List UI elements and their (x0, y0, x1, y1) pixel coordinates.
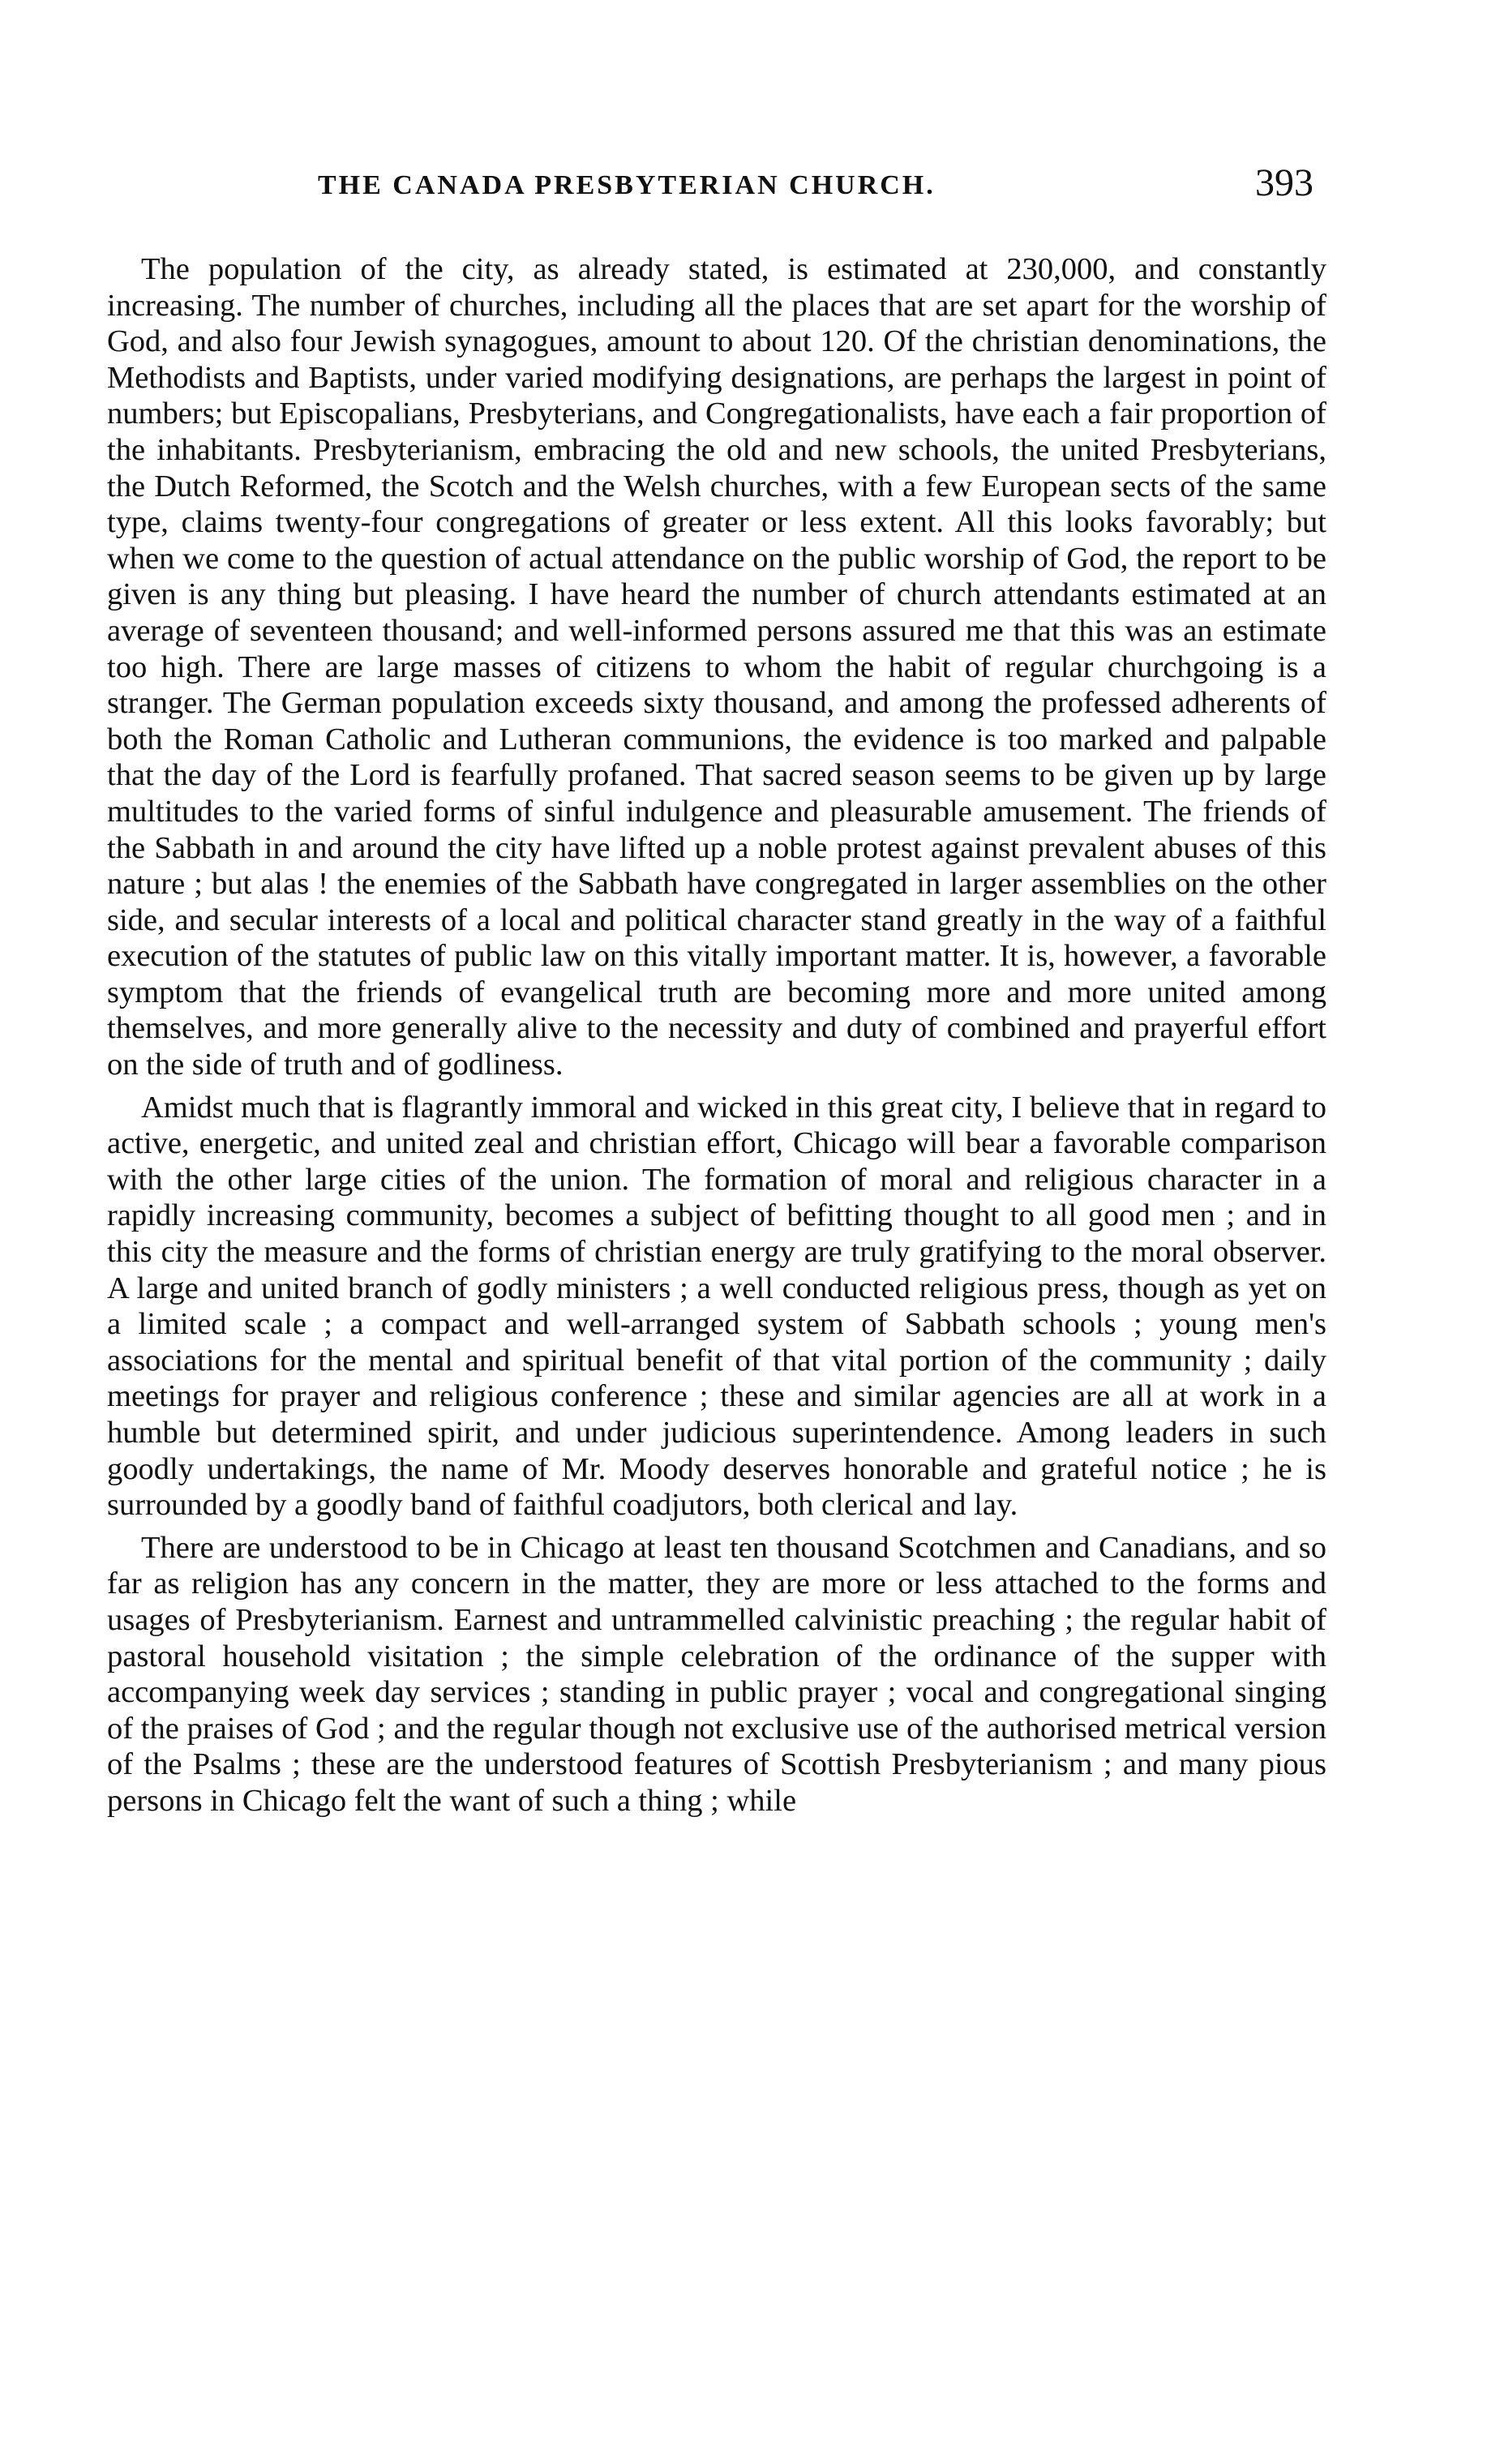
body-text (107, 251, 1326, 1819)
paragraph: There are understood to be in Chicago at least ten thousand Scotchmen and Canadians, and so far as religion has any concern in the matter, they are more or less attached to the forms and usages of Presbyterianism. Earnest and untrammelled calvinistic preaching ; the regular habit of pastoral household visitation ; the simple celebration of the ordinance of the supper with accompanying week day services ; standing in public prayer ; vocal and congregational singing of the praises of God ; and the regular though not exclusive use of the authorised metrical version of the Psalms ; these are the understood features of Scottish Presbyterianism ; and many pious persons in Chicago felt the want of such a thing ; while (107, 1530, 1326, 1818)
paragraph: The population of the city, as already stated, is estimated at 230,000, and constantly increasing. The number of churches, including all the places that are set apart for the worship of God, and also four Jewish synagogues, amount to about 120. Of the christian denominations, the Methodists and Baptists, under varied modifying designations, are perhaps the largest in point of numbers; but Episcopalians, Presbyterians, and Congregationalists, have each a fair proportion of the inhabitants. Presbyterianism, embracing the old and new schools, the united Presbyterians, the Dutch Reformed, the Scotch and the Welsh churches, with a few European sects of the same type, claims twenty-four congregations of greater or less extent. All this looks favorably; but when we come to the question of actual attendance on the public worship of God, the report to be given is any thing but pleasing. I have heard the number of church attendants estimated at an average of seventeen thousand; and well-informed persons assured me that this was an estimate too high. There are large masses of citizens to whom the habit of regular churchgoing is a stranger. The German population exceeds sixty thousand, and among the professed adherents of both the Roman Catholic and Lutheran communions, the evidence is too marked and palpable that the day of the Lord is fearfully profaned. That sacred season seems to be given up by large multitudes to the varied forms of sinful indulgence and pleasurable amusement. The friends of the Sabbath in and around the city have lifted up a noble protest against prevalent abuses of this nature ; but alas ! the enemies of the Sabbath have congregated in larger assemblies on the other side, and secular interests of a local and political character stand greatly in the way of a faithful execution of the statutes of public law on this vitally important matter. It is, however, a favorable symptom that the friends of evangelical truth are becoming more and more united among themselves, and more generally alive to the necessity and duty of combined and prayerful effort on the side of truth and of godliness. (107, 252, 1326, 1082)
running-head (107, 159, 1326, 216)
running-title: THE CANADA PRESBYTERIAN CHURCH. (318, 170, 936, 200)
paragraph: Amidst much that is flagrantly immoral and wicked in this great city, I believe that in regard to active, energetic, and united zeal and christian effort, Chicago will bear a favorable comparison with the other large cities of the union. The formation of moral and religious character in a rapidly increasing community, becomes a subject of befitting thought to all good men ; and in this city the measure and the forms of christian energy are truly gratifying to the moral observer. A large and united branch of godly ministers ; a well conducted religious press, though as yet on a limited scale ; a compact and well-arranged system of Sabbath schools ; young men's associations for the mental and spiritual benefit of that vital portion of the community ; daily meetings for prayer and religious conference ; these and similar agencies are all at work in a humble but determined spirit, and under judicious superintendence. Among leaders in such goodly undertakings, the name of Mr. Moody deserves honorable and grateful notice ; he is surrounded by a goodly band of faithful coadjutors, both clerical and lay. (107, 1090, 1326, 1523)
book-page (107, 159, 1326, 1826)
page-number: 393 (1255, 161, 1313, 204)
